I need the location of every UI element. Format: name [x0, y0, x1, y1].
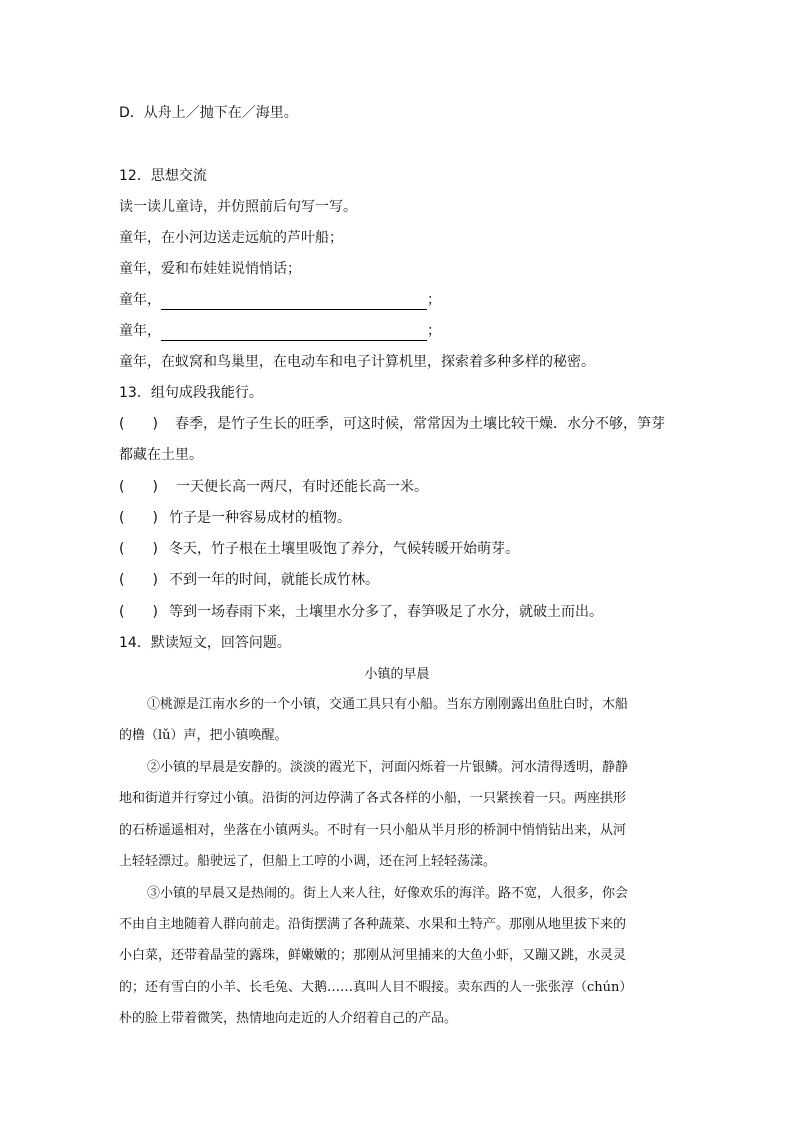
passage-line: ②小镇的早晨是安静的。淡淡的霞光下，河面闪烁着一片银鳞。河水清得透明，静静 [147, 760, 629, 775]
q12-blank-1 [119, 290, 679, 310]
q12-title: 12．思想交流 [119, 168, 207, 184]
q13-item-1-cont: 都藏在土里。 [119, 447, 203, 463]
q12-line-2: 童年，爱和布娃娃说悄悄话； [119, 261, 301, 277]
q12-blank-2 [119, 321, 679, 341]
passage-line: 上轻轻漂过。船驶远了，但船上工哼的小调，还在河上轻轻荡漾。 [119, 854, 497, 869]
blank-suffix: ； [427, 292, 441, 308]
passage-line: 朴的脸上带着微笑，热情地向走近的人介绍着自己的产品。 [119, 1011, 458, 1026]
order-blank[interactable]: ( ) [119, 604, 158, 620]
q13-item-5 [119, 570, 679, 590]
passage-line: 地和街道并行穿过小镇。沿街的河边停满了各式各样的小船，一只紧挨着一只。两座拱形 [119, 791, 627, 806]
passage-title: 小镇的早晨 [364, 667, 430, 682]
passage-line: ③小镇的早晨又是热闹的。街上人来人往，好像欢乐的海洋。路不宽，人很多，你会 [147, 886, 629, 901]
q14-title: 14．默读短文，回答问题。 [119, 635, 291, 651]
order-blank[interactable]: ( ) [119, 510, 158, 526]
order-blank[interactable]: ( ) [119, 572, 158, 588]
q13-item-text: 一天便长高一两尺，有时还能长高一米。 [176, 479, 428, 495]
passage-line: 的橹（lǔ）声，把小镇唤醒。 [119, 728, 288, 743]
passage-line: 的；还有雪白的小羊、长毛兔、大鹅……真叫人目不暇接。卖东西的人一张张淳（chún） [119, 980, 633, 995]
passage-line: ①桃源是江南水乡的一个小镇，交通工具只有小船。当东方刚刚露出鱼肚白时，木船 [147, 697, 629, 712]
blank-prefix: 童年， [119, 323, 161, 339]
fill-in-blank[interactable] [161, 295, 427, 310]
blank-suffix: ； [427, 323, 441, 339]
q13-title: 13．组句成段我能行。 [119, 385, 263, 401]
passage-line: 不由自主地随着人群向前走。沿街摆满了各种蔬菜、水果和土特产。那刚从地里拔下来的 [119, 917, 627, 932]
q12-instruction: 读一读儿童诗，并仿照前后句写一写。 [119, 199, 357, 215]
q13-item-text: 等到一场春雨下来，土壤里水分多了，春笋吸足了水分，就破土而出。 [169, 604, 603, 620]
blank-prefix: 童年， [119, 292, 161, 308]
passage-line: 的石桥遥遥相对，坐落在小镇两头。不时有一只小船从半月形的桥洞中悄悄钻出来，从河 [119, 823, 627, 838]
q13-item-4 [119, 539, 679, 559]
order-blank[interactable]: ( ) [119, 479, 158, 495]
q13-item-6 [119, 602, 679, 622]
fill-in-blank[interactable] [161, 326, 427, 341]
q13-item-text: 冬天，竹子根在土壤里吸饱了养分，气候转暖开始萌芽。 [169, 541, 519, 557]
q13-item-text: 竹子是一种容易成材的植物。 [169, 510, 351, 526]
option-d: D．从舟上／抛下在／海里。 [119, 105, 298, 121]
q13-item-text: 不到一年的时间，就能长成竹林。 [169, 572, 379, 588]
q13-item-2 [119, 477, 679, 497]
passage-line: 小白菜，还带着晶莹的露珠，鲜嫩嫩的；那刚从河里捕来的大鱼小虾，又蹦又跳，水灵灵 [119, 948, 627, 963]
q13-item-3 [119, 508, 679, 528]
q12-line-1: 童年，在小河边送走远航的芦叶船； [119, 230, 343, 246]
q13-item-1 [119, 414, 679, 434]
q12-line-last: 童年，在蚁窝和鸟巢里，在电动车和电子计算机里，探索着多种多样的秘密。 [119, 354, 595, 370]
order-blank[interactable]: ( ) [119, 416, 158, 432]
order-blank[interactable]: ( ) [119, 541, 158, 557]
q13-item-text: 春季，是竹子生长的旺季，可这时候，常常因为土壤比较干燥．水分不够，笋芽 [175, 416, 665, 432]
